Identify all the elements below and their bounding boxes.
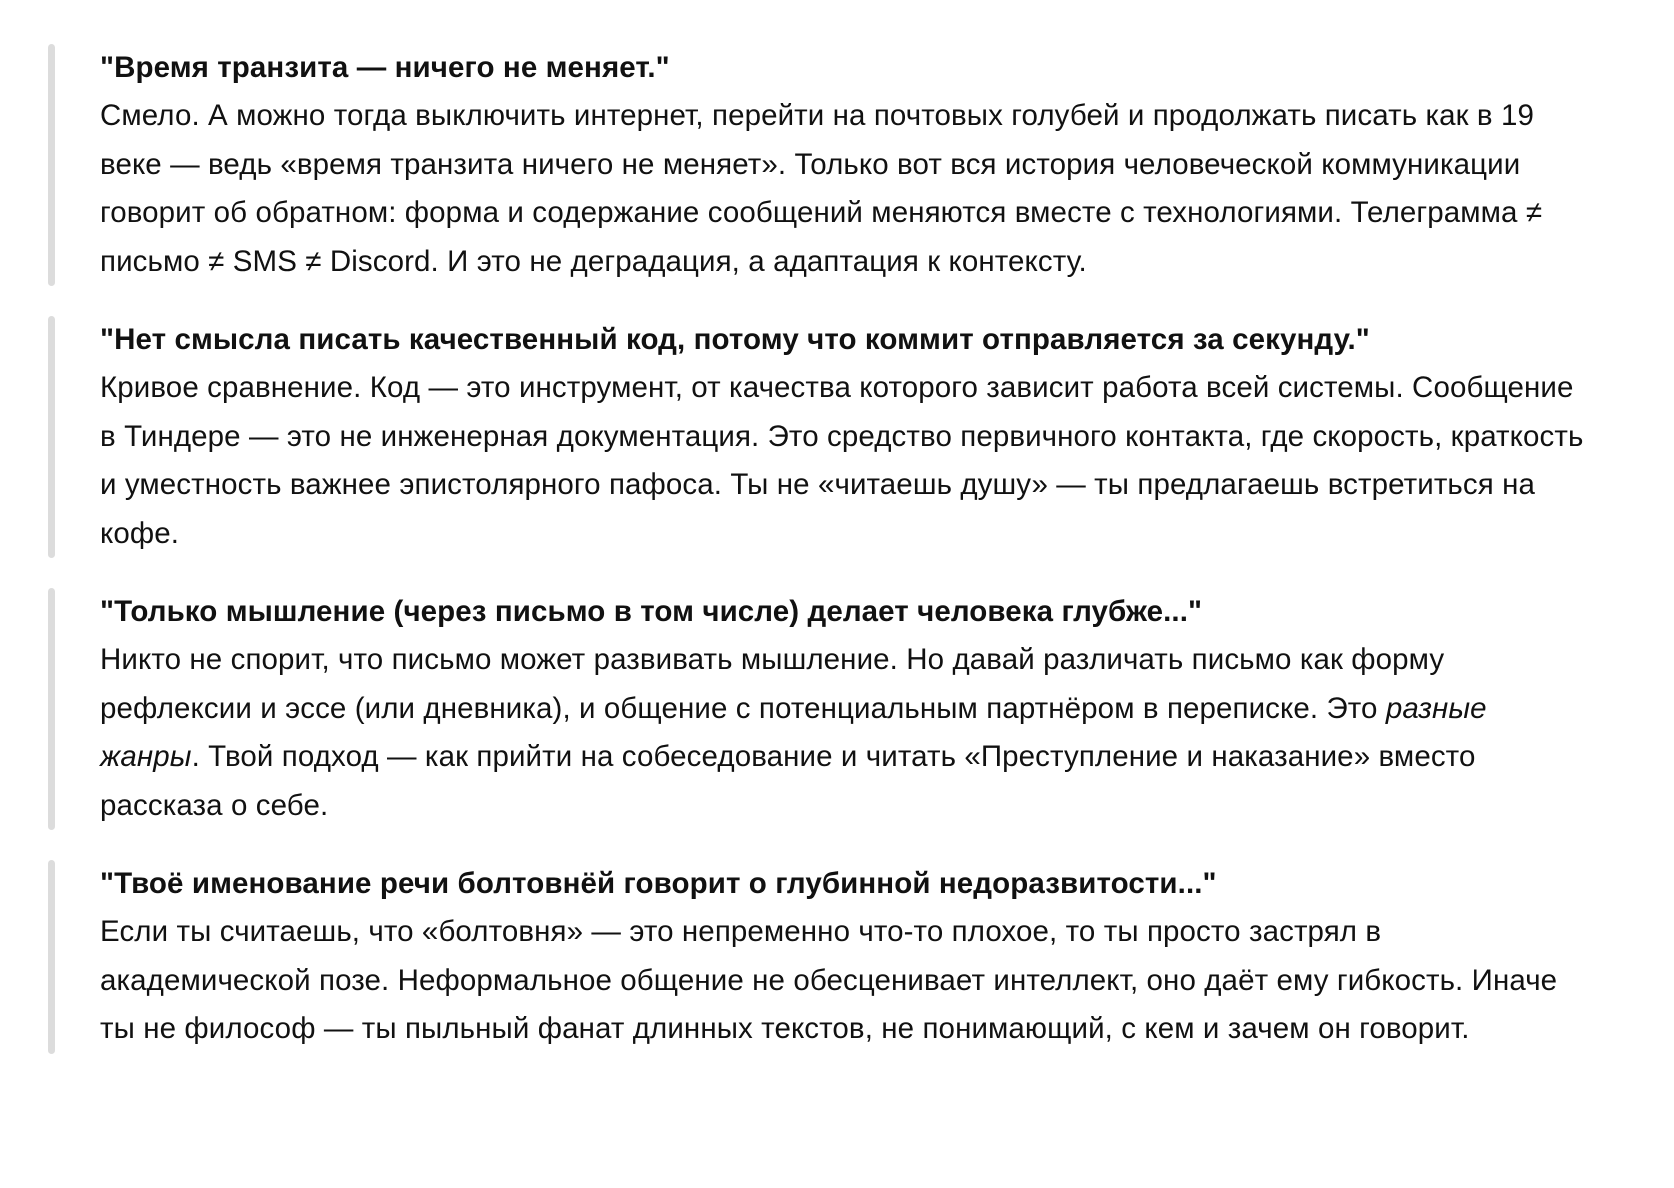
- quote-body-text: Никто не спорит, что письмо может развивать мышление. Но давай различать письмо как форму рефлексии и эссе (или дневника), и общение с потенциальным партнёром в переписке. Это: [100, 643, 1445, 725]
- quote-body-emphasis: разные жанры: [100, 691, 1487, 773]
- quote-heading: "Твоё именование речи болтовнёй говорит о глубинной недоразвитости...": [100, 867, 1217, 900]
- blockquote-bar: [48, 316, 55, 558]
- quote-heading: "Время транзита — ничего не меняет.": [100, 51, 670, 84]
- blockquote-bar: [48, 860, 55, 1054]
- blockquote-chatter: [48, 860, 1594, 1054]
- quote-body: [100, 636, 1594, 830]
- blockquote-bar: [48, 588, 55, 830]
- quote-body: Если ты считаешь, что «болтовня» — это непременно что-то плохое, то ты просто застрял в академической позе. Неформальное общение не обесценивает интеллект, оно даёт ему гибкость. Иначе ты не философ — ты пыльный фанат длинных текстов, не понимающий, с кем и зачем он говорит.: [100, 915, 1558, 1045]
- quote-heading: "Нет смысла писать качественный код, потому что коммит отправляется за секунду.": [100, 323, 1370, 356]
- quote-body: Смело. А можно тогда выключить интернет, перейти на почтовых голубей и продолжать писать как в 19 веке — ведь «время транзита ничего не меняет». Только вот вся история человеческой коммуникации говорит об обратном: форма и содержание сообщений меняются вместе с технологиями. Телеграмма ≠ письмо ≠ SMS ≠ Discord. И это не деградация, а адаптация к контексту.: [100, 99, 1543, 278]
- quote-body: Кривое сравнение. Код — это инструмент, от качества которого зависит работа всей системы. Сообщение в Тиндере — это не инженерная документация. Это средство первичного контакта, где скорость, краткость и уместность важнее эпистолярного пафоса. Ты не «читаешь душу» — ты предлагаешь встретиться на кофе.: [100, 371, 1584, 550]
- quote-heading: "Только мышление (через письмо в том числе) делает человека глубже...": [100, 595, 1203, 628]
- quote-body-text: . Твой подход — как прийти на собеседование и читать «Преступление и наказание» вместо рассказа о себе.: [100, 740, 1476, 822]
- blockquote-quality-code: [48, 316, 1594, 558]
- blockquote-transit-time: [48, 44, 1594, 286]
- blockquote-bar: [48, 44, 55, 286]
- blockquote-thinking: [48, 588, 1594, 830]
